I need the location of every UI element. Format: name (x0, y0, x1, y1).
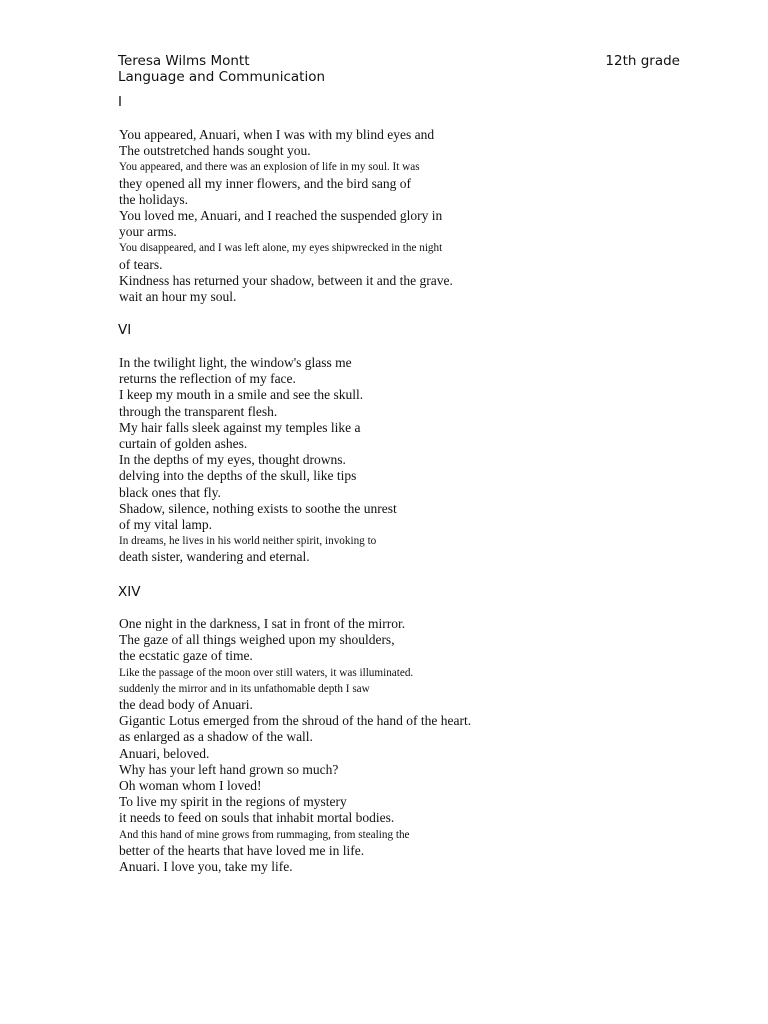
poem-line: returns the reflection of my face. (119, 371, 296, 387)
poem-line: of my vital lamp. (119, 517, 212, 533)
poem-line: You loved me, Anuari, and I reached the suspended glory in (119, 208, 443, 224)
stanza-i (119, 127, 453, 305)
poem-line: Oh woman whom I loved! (119, 778, 262, 794)
poem-line: of tears. (119, 256, 163, 272)
poem-line: You disappeared, and I was left alone, my eyes shipwrecked in the night (119, 242, 443, 255)
poem-line: they opened all my inner flowers, and the bird sang of (119, 175, 412, 191)
subject-label: Language and Communication (118, 69, 326, 85)
author-name: Teresa Wilms Montt (118, 53, 250, 69)
poem-line: Why has your left hand grown so much? (119, 761, 339, 777)
poem-line: the dead body of Anuari. (119, 697, 253, 713)
poem-line: And this hand of mine grows from rummaging, from stealing the (119, 828, 410, 841)
poem-line: as enlarged as a shadow of the wall. (119, 729, 313, 745)
poem-line: better of the hearts that have loved me in life. (119, 842, 365, 858)
poem-line: delving into the depths of the skull, like tips (119, 468, 357, 484)
poem-line: suddenly the mirror and in its unfathomable depth I saw (119, 682, 370, 695)
section-heading-xiv: XIV (118, 584, 141, 600)
poem-line: the holidays. (119, 191, 188, 207)
poem-line: The gaze of all things weighed upon my shoulders, (119, 632, 395, 648)
poem-line: Gigantic Lotus emerged from the shroud of the hand of the heart. (119, 713, 472, 729)
poem-line: death sister, wandering and eternal. (119, 549, 310, 565)
poem-line: Shadow, silence, nothing exists to soothe the unrest (119, 500, 397, 516)
poem-line: through the transparent flesh. (119, 403, 278, 419)
poem-line: Kindness has returned your shadow, between it and the grave. (119, 272, 453, 288)
poem-line: black ones that fly. (119, 484, 221, 500)
poem-line: curtain of golden ashes. (119, 436, 248, 452)
poem-line: You appeared, and there was an explosion of life in my soul. It was (119, 161, 420, 174)
section-heading-vi: VI (118, 322, 132, 338)
poem-line: Anuari. I love you, take my life. (119, 859, 293, 875)
poem-line: You appeared, Anuari, when I was with my blind eyes and (119, 127, 435, 142)
poem-line: your arms. (119, 224, 177, 240)
poem-line: wait an hour my soul. (119, 289, 237, 305)
poem-line: In the twilight light, the window's glass me (119, 355, 352, 370)
poem-line: Like the passage of the moon over still waters, it was illuminated. (119, 666, 414, 679)
stanza-vi (119, 355, 397, 566)
poem-line: In dreams, he lives in his world neither spirit, invoking to (119, 535, 377, 548)
poem-line: In the depths of my eyes, thought drowns. (119, 452, 346, 468)
section-heading-i: I (118, 94, 122, 110)
poem-line: I keep my mouth in a smile and see the skull. (119, 387, 364, 403)
poem-line: My hair falls sleek against my temples like a (119, 419, 361, 435)
poem-line: The outstretched hands sought you. (119, 143, 311, 159)
poem-line: To live my spirit in the regions of mystery (119, 794, 347, 810)
poem-line: the ecstatic gaze of time. (119, 648, 253, 664)
grade-label: 12th grade (605, 53, 680, 69)
poem-line: Anuari, beloved. (119, 745, 210, 761)
poem-line: One night in the darkness, I sat in front of the mirror. (119, 616, 406, 631)
poem-line: it needs to feed on souls that inhabit mortal bodies. (119, 810, 395, 826)
stanza-xiv (119, 616, 471, 875)
